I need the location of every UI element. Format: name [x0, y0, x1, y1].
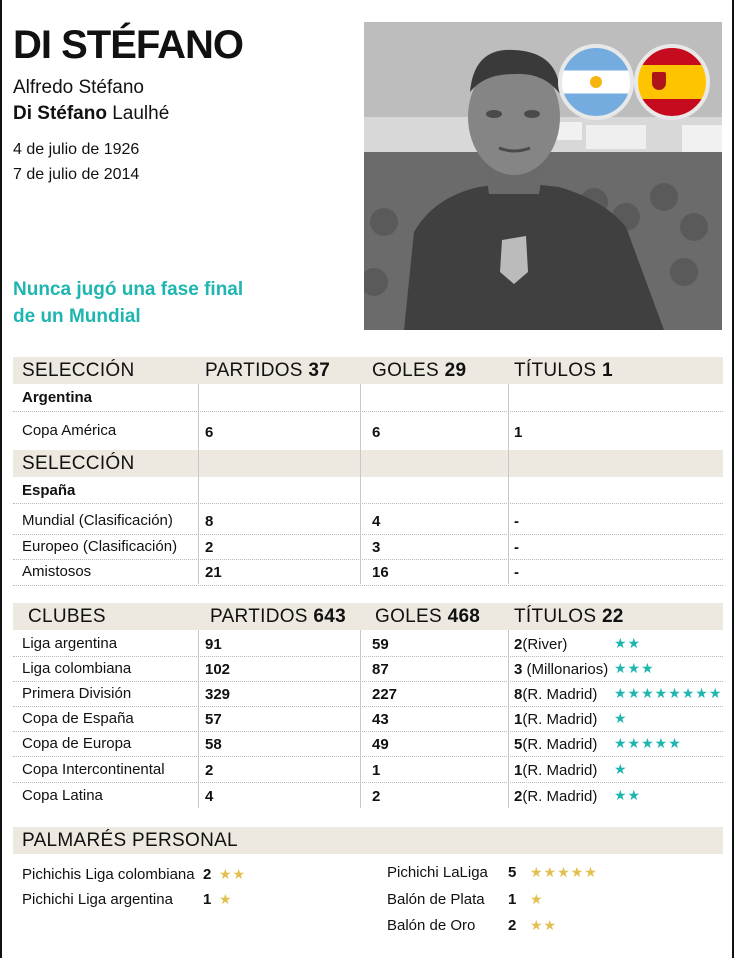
- national-es-title: SELECCIÓN: [22, 453, 135, 474]
- titulos-club: (R. Madrid): [522, 686, 598, 703]
- row-partidos: 2: [205, 539, 214, 556]
- titulos-count: 1: [514, 711, 523, 728]
- row-titulos: -: [514, 539, 519, 556]
- row-label: Primera División: [22, 685, 132, 702]
- row-label: Europeo (Clasificación): [22, 538, 178, 555]
- titulos-count: 5: [514, 736, 523, 753]
- titulos-club: (R. Madrid): [522, 711, 598, 728]
- row-separator: [13, 503, 723, 504]
- award-count: 2: [508, 917, 517, 934]
- row-goles: 16: [372, 564, 389, 581]
- award-label: Balón de Oro: [387, 917, 476, 934]
- row-label: Amistosos: [22, 563, 92, 580]
- titulos-club: (R. Madrid): [522, 788, 598, 805]
- award-count: 2: [203, 866, 212, 883]
- argentina-flag-icon: [558, 44, 634, 120]
- row-partidos: 329: [205, 686, 231, 703]
- row-titulos: [514, 761, 597, 781]
- row-partidos: 57: [205, 711, 222, 728]
- clubs-partidos-header: [210, 606, 346, 628]
- argentina-sun-icon: [590, 76, 602, 88]
- award-count: 1: [203, 891, 212, 908]
- spain-shield-icon: [652, 72, 666, 90]
- row-titulos: [514, 660, 608, 680]
- player-title: DI STÉFANO: [13, 23, 244, 67]
- partidos-total: 37: [308, 360, 331, 381]
- team-argentina: Argentina: [22, 389, 93, 406]
- row-separator: [13, 756, 723, 757]
- row-label: Copa Latina: [22, 787, 103, 804]
- titulos-club: (R. Madrid): [522, 736, 598, 753]
- goles-total: 468: [447, 606, 481, 627]
- column-divider: [508, 384, 509, 584]
- star-icons: ★★★★★★★★: [614, 685, 723, 701]
- award-count: 5: [508, 864, 517, 881]
- row-goles: 87: [372, 661, 389, 678]
- row-label: Copa América: [22, 422, 117, 439]
- row-goles: 6: [372, 424, 381, 441]
- row-label: Mundial (Clasificación): [22, 512, 173, 529]
- row-goles: 59: [372, 636, 389, 653]
- goles-label: GOLES: [375, 606, 442, 627]
- star-icons: ★: [530, 891, 544, 907]
- national-ar-title: SELECCIÓN: [22, 360, 135, 381]
- titulos-count: 3: [514, 661, 523, 678]
- row-goles: 1: [372, 762, 381, 779]
- row-separator: [13, 681, 723, 682]
- row-goles: 2: [372, 788, 381, 805]
- star-icons: ★★★: [614, 660, 655, 676]
- family-name-bold: Di Stéfano: [13, 103, 107, 124]
- death-date: 7 de julio de 2014: [13, 166, 140, 183]
- star-icons: ★: [614, 710, 628, 726]
- clubs-title: CLUBES: [28, 606, 106, 627]
- partidos-label: PARTIDOS: [205, 360, 303, 381]
- row-separator: [13, 534, 723, 535]
- family-name-rest: Laulhé: [106, 103, 170, 124]
- row-titulos: [514, 735, 597, 755]
- star-icons: ★★★★★: [530, 864, 598, 880]
- row-goles: 43: [372, 711, 389, 728]
- titulos-total: 1: [601, 360, 613, 381]
- award-label: Pichichi LaLiga: [387, 864, 488, 881]
- clubs-titulos-header: [514, 606, 624, 628]
- row-titulos: -: [514, 564, 519, 581]
- left-border: [0, 0, 2, 958]
- row-separator: [13, 706, 723, 707]
- partidos-label: PARTIDOS: [210, 606, 308, 627]
- row-label: Copa Intercontinental: [22, 761, 165, 778]
- column-divider: [360, 384, 361, 584]
- titulos-club: (Millonarios): [526, 661, 609, 678]
- national-titulos-header: [514, 360, 613, 382]
- row-titulos: -: [514, 513, 519, 530]
- titulos-count: 2: [514, 636, 523, 653]
- row-separator: [13, 411, 723, 412]
- row-separator: [13, 731, 723, 732]
- star-icons: ★★: [219, 866, 247, 882]
- row-titulos: [514, 685, 597, 705]
- note-line-2: de un Mundial: [13, 306, 141, 327]
- row-separator: [13, 559, 723, 560]
- goles-total: 29: [444, 360, 467, 381]
- row-separator: [13, 656, 723, 657]
- row-separator: [13, 782, 723, 783]
- national-goles-header: [372, 360, 466, 382]
- award-label: Balón de Plata: [387, 891, 485, 908]
- given-name: Alfredo Stéfano: [13, 77, 144, 98]
- star-icons: ★★: [614, 635, 642, 651]
- row-goles: 3: [372, 539, 381, 556]
- titulos-club: (River): [522, 636, 568, 653]
- column-divider: [198, 384, 199, 584]
- award-count: 1: [508, 891, 517, 908]
- row-partidos: 21: [205, 564, 222, 581]
- award-label: Pichichis Liga colombiana: [22, 866, 195, 883]
- award-label: Pichichi Liga argentina: [22, 891, 173, 908]
- row-label: Copa de Europa: [22, 735, 132, 752]
- national-partidos-header: [205, 360, 330, 382]
- column-divider: [198, 630, 199, 808]
- note-line-1: Nunca jugó una fase final: [13, 279, 244, 300]
- star-icons: ★: [219, 891, 233, 907]
- titulos-label: TÍTULOS: [514, 606, 597, 627]
- row-titulos: [514, 787, 597, 807]
- row-titulos: 1: [514, 424, 523, 441]
- row-goles: 49: [372, 736, 389, 753]
- titulos-count: 2: [514, 788, 523, 805]
- row-titulos: [514, 710, 597, 730]
- row-goles: 227: [372, 686, 398, 703]
- family-name: [13, 102, 169, 126]
- row-partidos: 91: [205, 636, 222, 653]
- titulos-count: 8: [514, 686, 523, 703]
- goles-label: GOLES: [372, 360, 439, 381]
- team-espana: España: [22, 482, 76, 499]
- titulos-club: (R. Madrid): [522, 762, 598, 779]
- row-partidos: 102: [205, 661, 231, 678]
- partidos-total: 643: [313, 606, 346, 627]
- row-partidos: 2: [205, 762, 214, 779]
- row-separator: [13, 585, 723, 586]
- row-partidos: 6: [205, 424, 214, 441]
- row-partidos: 4: [205, 788, 214, 805]
- row-label: Liga argentina: [22, 635, 118, 652]
- star-icons: ★★★★★: [614, 735, 682, 751]
- spain-flag-icon: [634, 44, 710, 120]
- world-cup-note: [13, 276, 313, 330]
- titulos-count: 1: [514, 762, 523, 779]
- star-icons: ★★: [614, 787, 642, 803]
- personal-title: PALMARÉS PERSONAL: [22, 830, 238, 851]
- row-goles: 4: [372, 513, 381, 530]
- star-icons: ★: [614, 761, 628, 777]
- birth-date: 4 de julio de 1926: [13, 141, 140, 158]
- star-icons: ★★: [530, 917, 558, 933]
- titulos-total: 22: [601, 606, 624, 627]
- column-divider: [508, 630, 509, 808]
- row-partidos: 8: [205, 513, 214, 530]
- clubs-goles-header: [375, 606, 480, 628]
- column-divider: [360, 630, 361, 808]
- row-partidos: 58: [205, 736, 222, 753]
- row-label: Liga colombiana: [22, 660, 132, 677]
- titulos-label: TÍTULOS: [514, 360, 597, 381]
- row-label: Copa de España: [22, 710, 134, 727]
- row-titulos: [514, 635, 567, 655]
